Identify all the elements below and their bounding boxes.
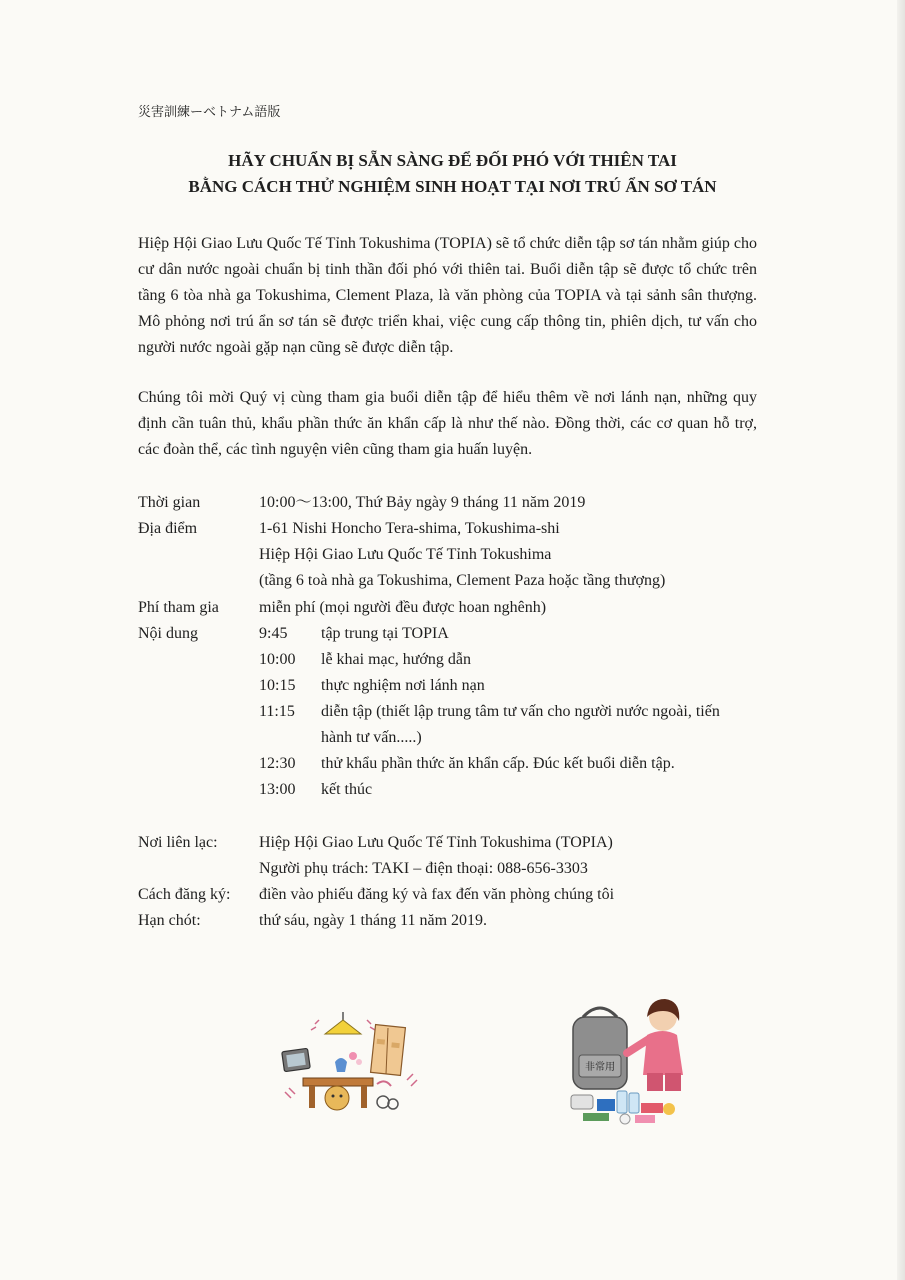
schedule-activity: kết thúc [321, 781, 373, 798]
contact-line-2: Người phụ trách: TAKI – điện thoại: 088-656-3303 [259, 860, 588, 877]
title-line-2: BẰNG CÁCH THỬ NGHIỆM SINH HOẠT TẠI NƠI TRÚ ẨN SƠ TÁN [188, 177, 717, 196]
content-label: Nội dung [138, 625, 198, 642]
schedule-activity: tập trung tại TOPIA [321, 625, 449, 642]
schedule-time: 10:15 [259, 677, 296, 694]
register-value: điền vào phiếu đăng ký và fax đến văn phòng chúng tôi [259, 886, 615, 903]
time-label: Thời gian [138, 494, 201, 511]
title-line-1: HÃY CHUẨN BỊ SẴN SÀNG ĐỂ ĐỐI PHÓ VỚI THIÊN TAI [228, 151, 677, 170]
deadline-value: thứ sáu, ngày 1 tháng 11 năm 2019. [259, 912, 488, 929]
place-line-2: Hiệp Hội Giao Lưu Quốc Tế Tỉnh Tokushima [259, 546, 552, 563]
schedule-activity: thực nghiệm nơi lánh nạn [321, 677, 485, 694]
document-tag: 災害訓練ーベトナム語版 [138, 105, 281, 120]
schedule-time: 11:15 [259, 703, 295, 720]
schedule-time: 13:00 [259, 781, 296, 798]
intro-paragraph-2: Chúng tôi mời Quý vị cùng tham gia buổi diễn tập để hiểu thêm về nơi lánh nạn, những quy định cần tuân thủ, khẩu phần thức ăn khẩn cấp là như thế nào. Đồng thời, các cơ quan hỗ trợ, các đoàn thể, các tình nguyện viên cũng tham gia huấn luyện. [138, 389, 757, 458]
schedule-time: 12:30 [259, 755, 296, 772]
schedule-activity: thử khẩu phần thức ăn khẩn cấp. Đúc kết buổi diễn tập. [321, 755, 675, 772]
schedule-activity: diễn tập (thiết lập trung tâm tư vấn cho người nước ngoài, tiến [321, 703, 720, 720]
bag-label: 非常用 [585, 1062, 615, 1073]
emergency-bag-illustration [565, 995, 715, 1130]
place-line-1: 1-61 Nishi Honcho Tera-shima, Tokushima-shi [259, 520, 560, 537]
contact-label: Nơi liên lạc: [138, 834, 218, 851]
fee-label: Phí tham gia [138, 599, 219, 616]
fee-value: miễn phí (mọi người đều được hoan nghênh) [259, 599, 547, 616]
time-value: 10:00～13:00, Thứ Bảy ngày 9 tháng 11 năm 2019 [259, 494, 586, 511]
schedule-activity: lễ khai mạc, hướng dẫn [321, 651, 471, 668]
register-label: Cách đăng ký: [138, 886, 231, 903]
schedule-time: 10:00 [259, 651, 296, 668]
place-line-3: (tầng 6 toà nhà ga Tokushima, Clement Paza hoặc tầng thượng) [259, 572, 666, 589]
contact-line-1: Hiệp Hội Giao Lưu Quốc Tế Tỉnh Tokushima (TOPIA) [259, 834, 613, 851]
deadline-label: Hạn chót: [138, 912, 201, 929]
place-label: Địa điểm [138, 520, 198, 537]
schedule-activity-continued: hành tư vấn.....) [321, 729, 422, 746]
intro-paragraph-1: Hiệp Hội Giao Lưu Quốc Tế Tỉnh Tokushima (TOPIA) sẽ tổ chức diễn tập sơ tán nhằm giúp cho cư dân nước ngoài chuẩn bị tinh thần đối phó với thiên tai. Buổi diễn tập sẽ được tổ chức trên tầng 6 tòa nhà ga Tokushima, Clement Plaza, là văn phòng của TOPIA và tại sảnh sân thượng. Mô phỏng nơi trú ẩn sơ tán sẽ được triển khai, việc cung cấp thông tin, phiên dịch, tư vấn cho người nước ngoài gặp nạn cũng sẽ được diễn tập. [138, 235, 757, 356]
schedule-time: 9:45 [259, 625, 288, 642]
earthquake-illustration [275, 1010, 425, 1120]
